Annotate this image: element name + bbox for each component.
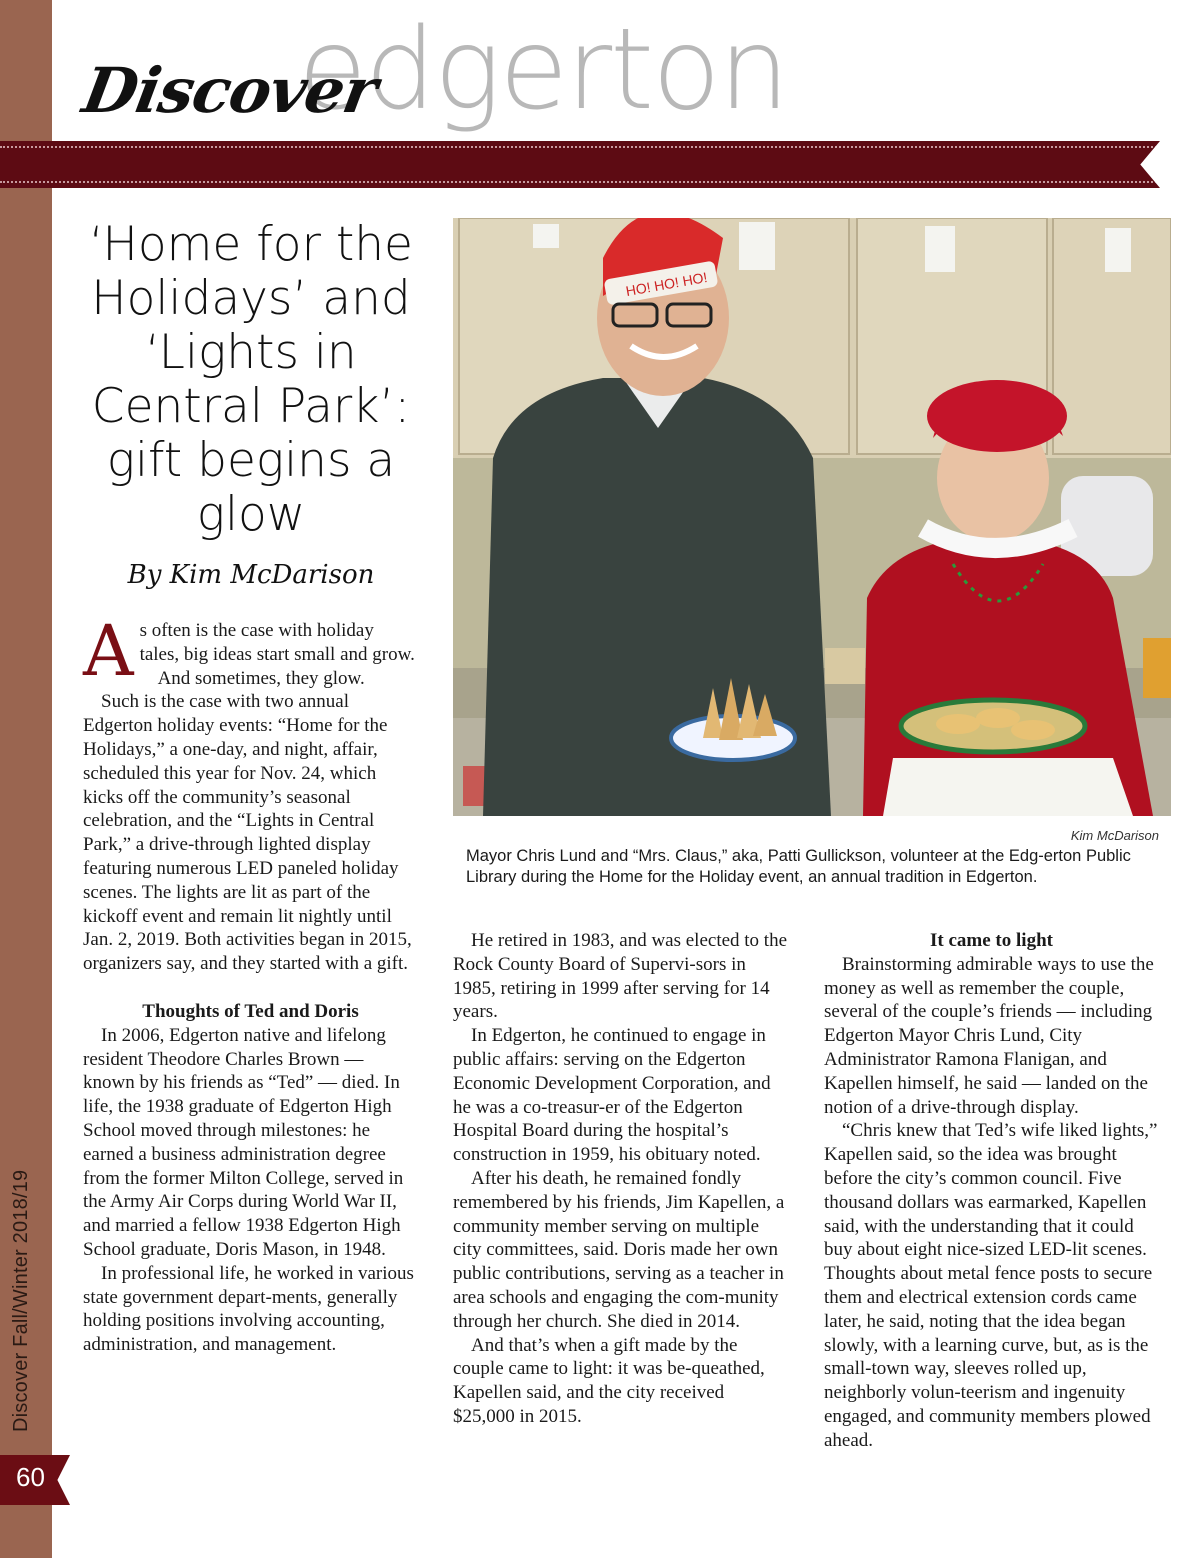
paragraph: In 2006, Edgerton native and lifelong resident Theodore Charles Brown — known by his friends as “Ted” — died. In life, the 1938 graduate of Edgerton High School moved through milestones: he earned a business administration degree from the former Milton College, served in the Army Air Corps during World War II, and married a fellow 1938 Edgerton High School graduate, Doris Mason, in 1948. — [83, 1024, 404, 1260]
paragraph: And sometimes, they glow. — [157, 667, 365, 689]
lead-text: s often is the case with holiday tales, big ideas start small and grow. — [139, 620, 415, 665]
footer-issue-label: Discover Fall/Winter 2018/19 — [10, 1169, 32, 1432]
article-byline: By Kim McDarison — [127, 560, 375, 590]
photo-caption: Mayor Chris Lund and “Mrs. Claus,” aka, Patti Gullickson, volunteer at the Edg-erton Public Library during the Home for the Holiday event, an annual tradition in Edgerton. — [466, 847, 1131, 886]
subhead-came-to-light: It came to light — [930, 930, 1053, 951]
paragraph: He retired in 1983, and was elected to the Rock County Board of Supervi-sors in 1985, retiring in 1999 after serving for 14 years. — [453, 930, 788, 1023]
paragraph: In professional life, he worked in various state government depart-ments, generally holding positions involving accounting, administration, and management. — [83, 1262, 414, 1356]
paragraph: After his death, he remained fondly remembered by his friends, Jim Kapellen, a community member serving on multiple city committees, said. Doris made her own public contributions, serving as a teacher in area schools and engaging the com-munity through her church. She died in 2014. — [453, 1167, 785, 1332]
header-band — [0, 141, 1160, 188]
photo-credit: Kim McDarison — [1070, 828, 1159, 843]
article-headline: ‘Home for the Holidays’ and ‘Lights in Central Park’: gift begins a glow — [89, 217, 413, 542]
paragraph: Brainstorming admirable ways to use the money as well as remember the couple, several of the couple’s friends — including Edgerton Mayor Chris Lund, City Administrator Ramona Flanigan, and Kapellen himself, he said — landed on the notion of a drive-through display. — [824, 953, 1154, 1118]
section-name: edgerton — [298, 5, 788, 135]
hat-text: HO! HO! HO! — [624, 269, 709, 300]
subhead-ted-doris: Thoughts of Ted and Doris — [142, 1000, 359, 1022]
drop-cap: A — [83, 610, 134, 692]
page-number: 60 — [16, 1462, 45, 1492]
paragraph: Such is the case with two annual Edgerton holiday events: “Home for the Holidays,” a one-day, and night, affair, scheduled this year for Nov. 24, which kicks off the community’s seasonal celebration, and the “Lights in Central Park,” a drive-through lighted display featuring numerous LED paneled holiday scenes. The lights are lit as part of the kickoff event and remain lit nightly until Jan. 2, 2019. Both activities began in 2015, organizers say, and they started with a gift. — [83, 691, 412, 975]
paragraph: In Edgerton, he continued to engage in public affairs: serving on the Edgerton Economic Development Corporation, and he was a co-treasur-er of the Edgerton Hospital Board during the hospital’s construction in 1959, his obituary noted. — [453, 1025, 771, 1166]
column-2 — [453, 929, 788, 1429]
paragraph: And that’s when a gift made by the couple came to light: it was be-queathed, Kapellen said, and the city received $25,000 in 2015. — [453, 1334, 765, 1427]
column-3 — [824, 929, 1159, 1453]
section-script: Discover — [77, 54, 382, 127]
article-photo — [453, 218, 1171, 816]
paragraph: “Chris knew that Ted’s wife liked lights,” Kapellen said, so the idea was brought before the city’s common council. Five thousand dollars was earmarked, Kapellen said, with the understanding that it could buy about eight nice-sized LED-lit scenes. Thoughts about metal fence posts to secure them and electrical extension cords came later, he said, noting that the idea began slowly, with a learning curve, but, as is the small-town way, sleeves rolled up, neighborly volun-teerism and ingenuity engaged, and community members plowed ahead. — [824, 1120, 1158, 1451]
column-1 — [83, 610, 418, 1357]
